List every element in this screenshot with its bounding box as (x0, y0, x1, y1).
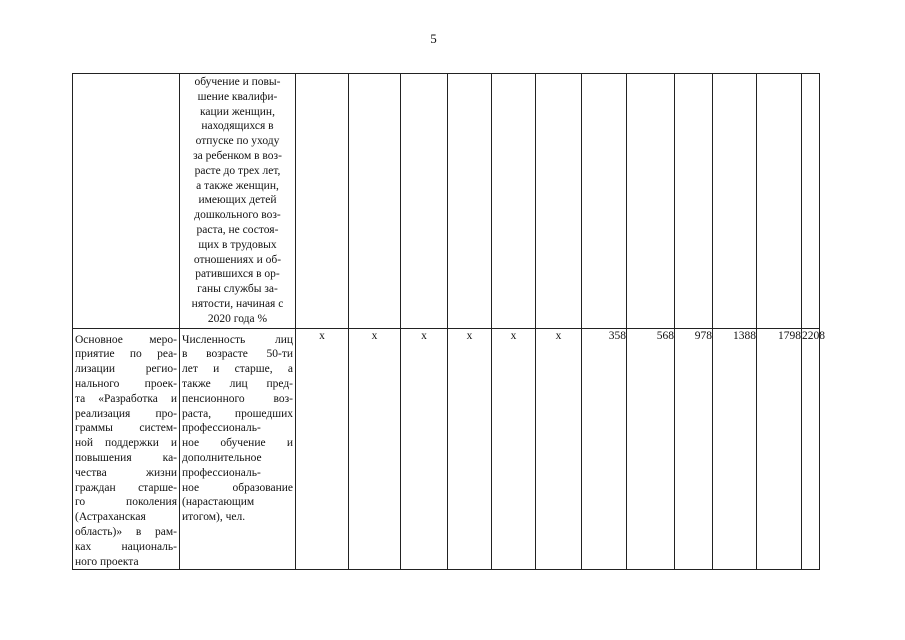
text-line: раста, не состоя- (196, 223, 279, 236)
text-line: лизации регио- (75, 363, 177, 376)
text-line: отпуске по уходу (195, 135, 280, 148)
page-number: 5 (430, 31, 437, 46)
text-line: дополнительное (182, 451, 262, 464)
text-line: кации женщин, (200, 105, 275, 118)
text-line: расте до трех лет, (194, 164, 281, 177)
text-line: чества жизни (75, 466, 177, 479)
value-cell: x (349, 328, 401, 570)
text-line: пенсионного воз- (182, 392, 293, 405)
text-line: 2020 года % (207, 312, 268, 325)
value-cell: 1798 (757, 328, 802, 570)
text-line: приятие по реа- (75, 348, 177, 361)
continued-indicator-cell (180, 74, 296, 329)
continued-row (73, 74, 820, 329)
text-line: дошкольного воз- (194, 209, 281, 222)
text-line: ках националь- (75, 540, 177, 553)
value-cell: x (296, 328, 349, 570)
value-cell: 358 (582, 328, 627, 570)
text-line: имеющих детей (198, 194, 277, 207)
text-line: граждан старше- (75, 481, 177, 494)
value-cell: 978 (675, 328, 713, 570)
text-line: находящихся в (201, 120, 274, 133)
text-line: а также женщин, (196, 179, 279, 192)
text-line: раста, прошедших (182, 407, 293, 420)
value-cell: x (492, 328, 536, 570)
text-line: го поколения (75, 496, 177, 509)
text-line: Численность лиц (182, 333, 293, 346)
text-line: лет и старше, а (182, 363, 293, 376)
text-line: в возрасте 50-ти (182, 348, 293, 361)
continued-measure-cell (73, 74, 180, 329)
text-line: также лиц пред- (182, 377, 293, 390)
value-cell: x (448, 328, 492, 570)
text-line: обучение и повы- (194, 76, 281, 88)
indicators-table (72, 73, 825, 570)
text-line: реализация про- (75, 407, 177, 420)
text-line: область)» в рам- (75, 525, 177, 538)
indicator-cell (180, 328, 296, 570)
value-cell: x (536, 328, 582, 570)
measure-cell (73, 328, 180, 570)
value-cell: x (401, 328, 448, 570)
text-line: (Астраханская (75, 511, 146, 524)
text-line: ратившихся в ор- (195, 268, 280, 281)
text-line: ной поддержки и (75, 437, 177, 450)
text-line: профессиональ- (182, 466, 261, 479)
text-line: отношениях и об- (193, 253, 282, 266)
text-line: ганы службы за- (197, 283, 278, 296)
value-cell: 568 (627, 328, 675, 570)
value-cell: 1388 (713, 328, 757, 570)
text-line: нятости, начиная с (191, 297, 284, 310)
text-line: за ребенком в воз- (193, 149, 282, 162)
text-line: Основное меро- (75, 333, 177, 346)
text-line: повышения ка- (75, 451, 177, 464)
text-line: профессиональ- (182, 422, 261, 435)
value-cell: 2208 (802, 328, 820, 570)
text-line: та «Разработка и (75, 392, 177, 405)
text-line: щих в трудовых (198, 238, 277, 251)
text-line: ное образование (182, 481, 293, 494)
text-line: граммы систем- (75, 422, 177, 435)
text-line: ное обучение и (182, 437, 293, 450)
text-line: шение квалифи- (197, 90, 278, 103)
main-row (73, 328, 820, 570)
text-line: итогом), чел. (182, 511, 246, 524)
text-line: нального проек- (75, 377, 177, 390)
text-line: (нарастающим (182, 496, 255, 509)
text-line: ного проекта (75, 555, 139, 568)
